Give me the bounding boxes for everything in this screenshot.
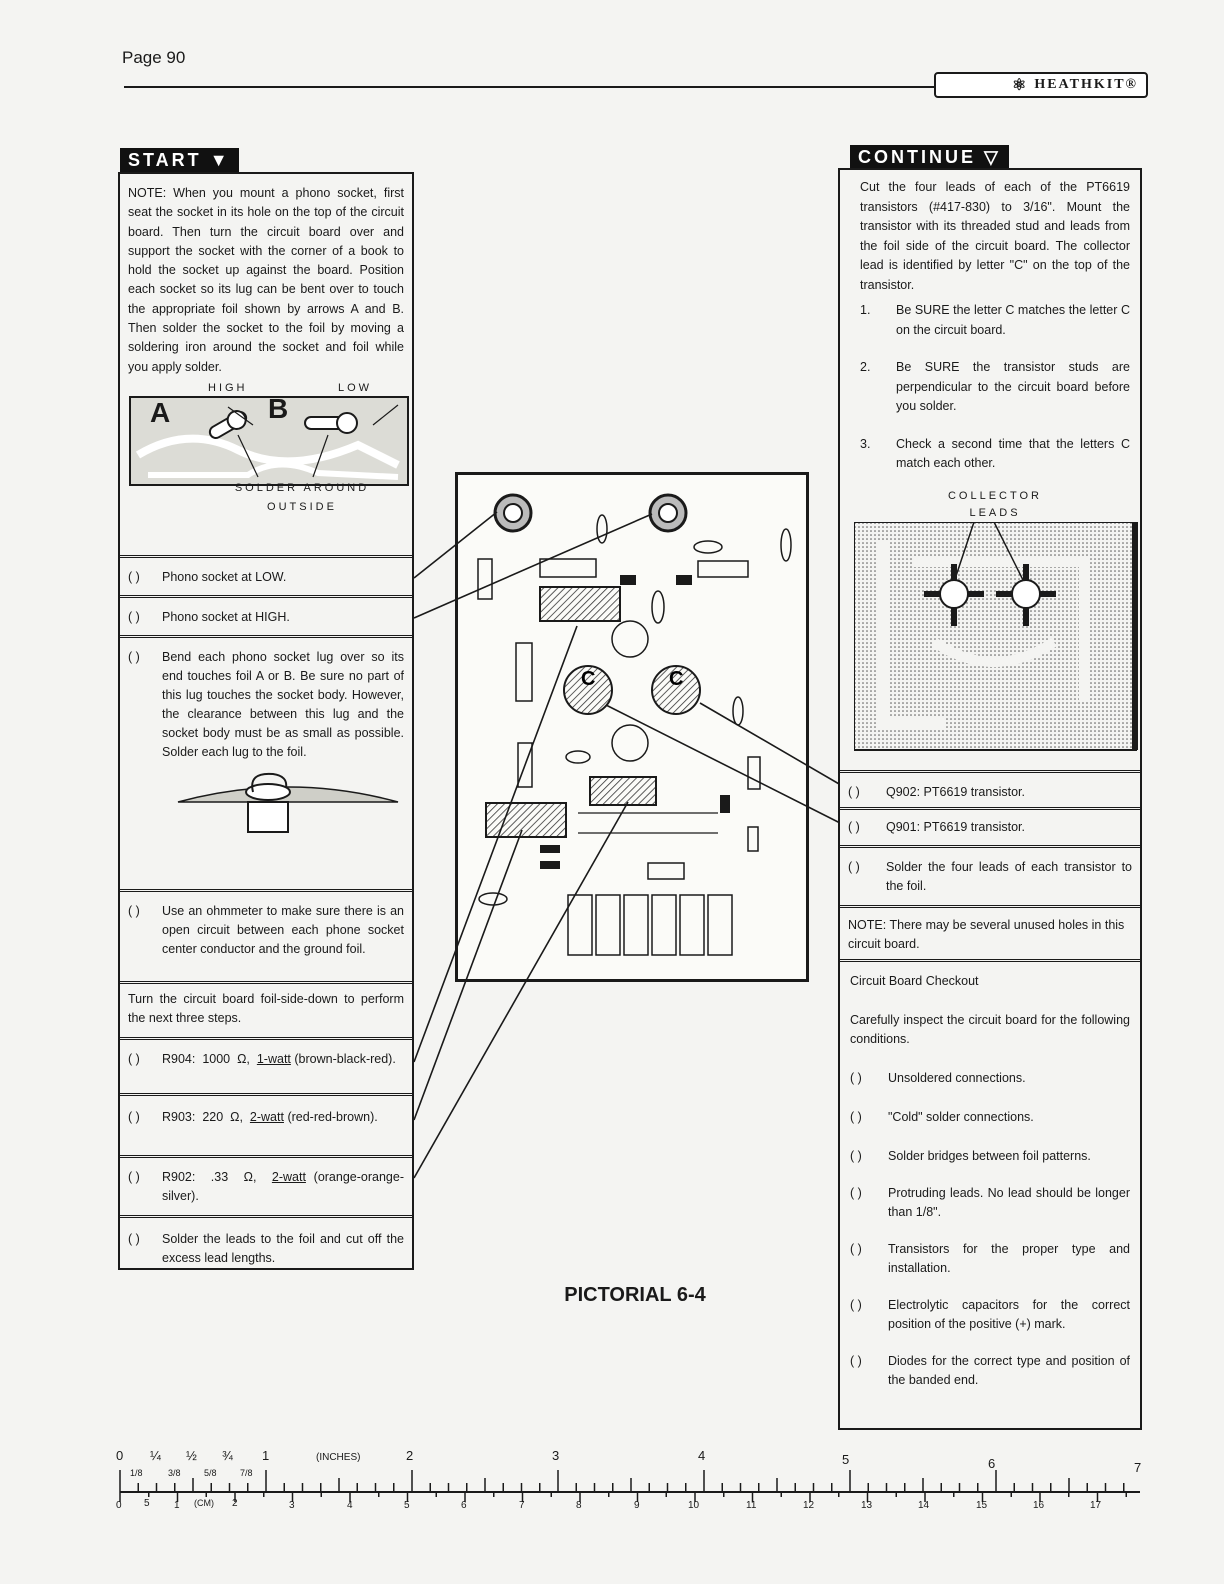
checkbox[interactable]: ( ) [850,1110,862,1124]
cm-label: 7 [519,1500,525,1511]
cm-label: 14 [918,1500,930,1511]
resistor-value: 1000 [202,1052,231,1066]
checkout-item-text: Diodes for the correct type and position of the banded end. [888,1354,1130,1387]
cm-label: 2 [232,1498,238,1509]
cm-label: 9 [634,1500,640,1511]
step-text: Bend each phono socket lug over so its end touches foil A or B. Be sure no part of this lug touches the socket body. However, the clearance between this lug and the socket body must be as small as possible. Solder each lug to the foil. [162,650,404,759]
step-r903[interactable] [120,1096,412,1158]
inch-label: 4 [698,1448,706,1463]
cm-label: 0 [116,1500,122,1511]
step-text: Phono socket at HIGH. [162,610,290,624]
checkbox[interactable]: ( ) [128,610,140,624]
inch-label: 5 [842,1452,850,1467]
checkbox[interactable]: ( ) [848,785,860,799]
page-number: Page 90 [122,48,186,67]
brand-logo [934,72,1148,98]
start-label: START [128,150,202,170]
checkbox[interactable]: ( ) [128,650,140,664]
socket-figure [128,377,404,525]
resistor-color: (brown-black-red). [294,1052,396,1066]
checkbox[interactable]: ( ) [850,1242,862,1256]
step-phono-high[interactable] [120,598,412,638]
step-text: Solder the leads to the foil and cut off the excess lead lengths. [162,1232,404,1265]
numbered-item [860,435,1130,474]
numbered-item [860,301,1130,340]
inch-label: 7 [1134,1460,1142,1475]
resistor-unit: Ω, [243,1170,257,1184]
fig-solder-label: SOLDER AROUND OUTSIDE [234,481,370,513]
item-text: Be SURE the transistor studs are perpendicular to the circuit board before you solder. [896,360,1130,413]
fraction-label: 7/8 [240,1468,253,1478]
cm-label: 15 [976,1500,988,1511]
step-r904[interactable] [120,1040,412,1096]
checkout-item[interactable] [850,1147,1130,1166]
item-number: 1. [860,303,871,317]
arrow-down-outline-icon: ▽ [984,147,1001,167]
fig-a-label: A [150,396,171,428]
transistor-intro-text: Cut the four leads of each of the PT6619 transistors (#417-830) to 3/16". Mount the transistor with its threaded stud and leads from the foil side of the circuit board. The collector lead is identified by letter "C" on the top of the transistor. [860,180,1130,292]
checkout-item[interactable] [850,1184,1130,1222]
step-solder-leads[interactable] [120,1218,412,1280]
step-text: Phono socket at LOW. [162,570,287,584]
step-text: Q902: PT6619 transistor. [886,785,1025,799]
checkout-item-text: Unsoldered connections. [888,1071,1026,1085]
cm-label: 3 [289,1500,295,1511]
collector-c-left: C [581,668,596,690]
checkout-item-text: Protruding leads. No lead should be longer than 1/8". [888,1186,1130,1219]
inch-label: ½ [186,1448,197,1463]
cm-label: 10 [688,1500,700,1511]
resistor-color: (red-red-brown). [287,1110,378,1124]
fig-low-label: LOW [338,381,373,394]
cm-label: 5 [404,1500,410,1511]
cm-label: 8 [576,1500,582,1511]
checkbox[interactable]: ( ) [850,1071,862,1085]
step-text [162,1168,404,1209]
checkout-item[interactable] [850,1296,1130,1334]
checkbox[interactable]: ( ) [128,1110,140,1124]
cm-label: 17 [1090,1500,1102,1511]
collector-c-right: C [669,668,684,690]
inch-label: 6 [988,1456,996,1471]
resistor-value: .33 [210,1170,229,1184]
resistor-watt: 1-watt [256,1052,291,1066]
checkbox[interactable]: ( ) [128,570,140,584]
checkout-item-text: Transistors for the proper type and installation. [888,1242,1130,1275]
item-number: 2. [860,360,871,374]
step-solder-transistor[interactable] [840,848,1140,908]
circuit-board-pictorial [455,472,809,982]
fraction-label: 1/8 [130,1468,143,1478]
step-text: Q901: PT6619 transistor. [886,820,1025,834]
inch-label: 0 [116,1448,124,1463]
cm-unit: (CM) [194,1498,214,1508]
collector-leads-label: COLLECTOR LEADS [947,489,1043,519]
resistor-watt: 2-watt [271,1170,306,1184]
inch-label: 2 [406,1448,414,1463]
checkout-title: Circuit Board Checkout [850,974,979,988]
cm-label: 16 [1033,1500,1045,1511]
checkbox[interactable]: ( ) [128,1232,140,1246]
step-bend-lug[interactable] [120,638,412,892]
cm-label: 11 [746,1500,757,1511]
start-header [120,148,239,173]
step-text [162,1108,404,1149]
item-text: Check a second time that the letters C match each other. [896,436,1130,470]
cm-label: 6 [461,1500,467,1511]
step-text: Use an ohmmeter to make sure there is an open circuit between each phone socket center conductor and the ground foil. [162,904,404,956]
atom-icon: ⚛ [1011,77,1029,94]
socket-note-text: NOTE: When you mount a phono socket, first seat the socket in its hole on the top of the circuit board. Then turn the circuit board over and support the socket with the corner of a book to hold the socket up against the board. Position each socket so its lug can be bent over to touch the appropriate foil shown by arrows A and B. Then solder the socket to the foil by moving a soldering iron around the socket and foil while you apply solder. [128,186,404,374]
measurement-ruler [116,1448,1146,1518]
left-column [118,172,414,1270]
resistor-ref: R904: [162,1052,196,1066]
checkbox[interactable]: ( ) [128,904,140,918]
inch-label: 3 [552,1448,560,1463]
resistor-ref: R903: [162,1110,196,1124]
turn-board-note: Turn the circuit board foil-side-down to perform the next three steps. [120,984,412,1040]
arrow-down-icon: ▼ [209,150,231,170]
step-ohmmeter[interactable] [120,892,412,984]
resistor-value: 220 [202,1110,224,1124]
lug-bend-illustration [168,762,428,842]
resistor-color: (orange-orange-silver). [162,1170,404,1203]
cm-label: 1 [174,1500,180,1511]
cm-label: 4 [347,1500,353,1511]
socket-note [120,174,412,558]
step-q901[interactable] [840,810,1140,848]
step-r902[interactable] [120,1158,412,1218]
checkout-item[interactable] [850,1108,1130,1127]
checkbox[interactable]: ( ) [128,1052,140,1066]
inch-unit: (INCHES) [316,1452,361,1463]
item-number: 3. [860,436,871,451]
checkout-section [840,962,1140,1400]
checkbox[interactable]: ( ) [850,1186,862,1200]
checkout-item-text: Solder bridges between foil patterns. [888,1149,1091,1163]
item-text: Be SURE the letter C matches the letter C on the circuit board. [896,303,1130,337]
circuit-board-drawing [458,475,806,979]
checkout-item[interactable] [850,1352,1130,1390]
fraction-label: 5/8 [204,1468,217,1478]
inch-label: ¼ [150,1448,161,1463]
brand-name: HEATHKIT® [1034,77,1138,92]
checkbox[interactable]: ( ) [850,1149,862,1163]
continue-header [850,145,1009,170]
resistor-unit: Ω, [230,1110,243,1124]
numbered-item [860,358,1130,417]
resistor-ref: R902: [162,1170,196,1184]
checkbox[interactable]: ( ) [848,860,860,874]
fig-b-label: B [268,392,289,424]
checkout-item[interactable] [850,1069,1130,1088]
cm-label: 5 [144,1498,150,1509]
cm-label: 13 [861,1500,873,1511]
resistor-unit: Ω, [237,1052,250,1066]
inch-label: ¾ [222,1448,233,1463]
resistor-watt: 2-watt [249,1110,284,1124]
checkbox[interactable]: ( ) [850,1354,862,1368]
right-column [838,168,1142,1430]
fraction-label: 3/8 [168,1468,181,1478]
checkbox[interactable]: ( ) [848,820,860,834]
inch-label: 1 [262,1448,270,1463]
transistor-instructions [840,170,1140,770]
collector-leads-illustration [854,522,1138,752]
pictorial-caption: PICTORIAL 6-4 [564,1284,706,1306]
checkout-intro: Carefully inspect the circuit board for the following conditions. [850,1013,1130,1046]
checkout-item-text: Electrolytic capacitors for the correct position of the positive (+) mark. [888,1298,1130,1331]
continue-label: CONTINUE [858,147,976,167]
unused-holes-note: NOTE: There may be several unused holes in this circuit board. [840,908,1140,962]
checkout-item-text: "Cold" solder connections. [888,1110,1034,1124]
checkout-item[interactable] [850,1240,1130,1278]
checkbox[interactable]: ( ) [128,1170,140,1184]
fig-high-label: HIGH [208,381,248,394]
checkbox[interactable]: ( ) [850,1298,862,1312]
step-phono-low[interactable] [120,558,412,598]
step-text: Solder the four leads of each transistor to the foil. [886,860,1132,893]
cm-label: 12 [803,1500,815,1511]
step-text [162,1050,404,1087]
step-q902[interactable] [840,770,1140,810]
